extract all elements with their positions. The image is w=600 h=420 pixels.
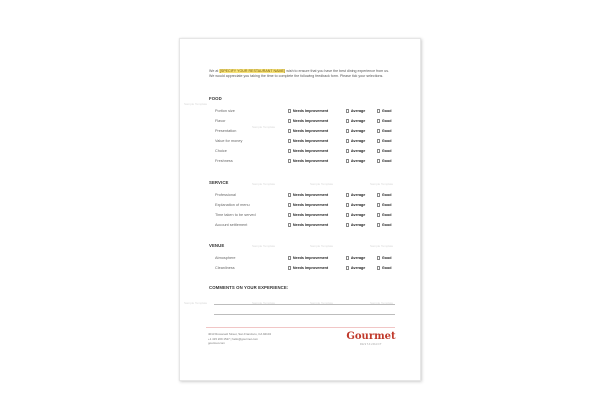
row-label: Presentation bbox=[215, 129, 237, 133]
checkbox[interactable] bbox=[346, 159, 349, 162]
option-good[interactable]: Good bbox=[377, 108, 392, 114]
checkbox[interactable] bbox=[346, 256, 349, 259]
checkbox[interactable] bbox=[288, 129, 291, 132]
option-needs-improvement[interactable]: Needs Improvement bbox=[288, 202, 328, 208]
option-average[interactable]: Average bbox=[346, 148, 365, 154]
checkbox[interactable] bbox=[288, 203, 291, 206]
section-title-food: FOOD bbox=[209, 96, 222, 101]
option-average[interactable]: Average bbox=[346, 158, 365, 164]
checkbox[interactable] bbox=[377, 129, 380, 132]
watermark: Sample Template bbox=[252, 125, 276, 129]
row-label: Value for money bbox=[215, 139, 243, 143]
option-good[interactable]: Good bbox=[377, 148, 392, 154]
checkbox[interactable] bbox=[377, 193, 380, 196]
option-needs-improvement[interactable]: Needs Improvement bbox=[288, 148, 328, 154]
checkbox[interactable] bbox=[377, 149, 380, 152]
option-needs-improvement[interactable]: Needs Improvement bbox=[288, 138, 328, 144]
watermark: Sample Template bbox=[184, 102, 208, 106]
row-label: Explanation of menu bbox=[215, 203, 250, 207]
checkbox[interactable] bbox=[377, 119, 380, 122]
row-label: Portion size bbox=[215, 109, 235, 113]
section-title-service: SERVICE bbox=[209, 180, 229, 185]
checkbox[interactable] bbox=[377, 139, 380, 142]
footer-address: 4013 Roosevelt Street, San Francisco, CA 94104 bbox=[208, 332, 271, 336]
comment-line[interactable] bbox=[214, 314, 395, 315]
option-needs-improvement[interactable]: Needs Improvement bbox=[288, 128, 328, 134]
rating-row-atmosphere bbox=[209, 255, 395, 261]
rating-row-choice bbox=[209, 148, 395, 154]
option-good[interactable]: Good bbox=[377, 158, 392, 164]
checkbox[interactable] bbox=[377, 159, 380, 162]
checkbox[interactable] bbox=[377, 203, 380, 206]
checkbox[interactable] bbox=[346, 109, 349, 112]
row-label: Choice bbox=[215, 149, 227, 153]
checkbox[interactable] bbox=[377, 223, 380, 226]
watermark: Sample Template bbox=[370, 244, 394, 248]
checkbox[interactable] bbox=[288, 159, 291, 162]
option-average[interactable]: Average bbox=[346, 118, 365, 124]
footer-website: gourmet.com bbox=[208, 341, 225, 346]
rating-row-explanation-of-menu bbox=[209, 202, 395, 208]
option-average[interactable]: Average bbox=[346, 265, 365, 271]
checkbox[interactable] bbox=[346, 119, 349, 122]
option-average[interactable]: Average bbox=[346, 128, 365, 134]
checkbox[interactable] bbox=[346, 213, 349, 216]
watermark: Sample Template bbox=[252, 301, 276, 305]
option-needs-improvement[interactable]: Needs Improvement bbox=[288, 118, 328, 124]
option-good[interactable]: Good bbox=[377, 118, 392, 124]
row-label: Cleanliness bbox=[215, 266, 235, 270]
row-label: Flavor bbox=[215, 119, 226, 123]
option-good[interactable]: Good bbox=[377, 265, 392, 271]
option-good[interactable]: Good bbox=[377, 255, 392, 261]
feedback-form-page bbox=[179, 38, 421, 381]
option-average[interactable]: Average bbox=[346, 212, 365, 218]
option-average[interactable]: Average bbox=[346, 202, 365, 208]
watermark: Sample Template bbox=[252, 182, 276, 186]
checkbox[interactable] bbox=[288, 119, 291, 122]
option-average[interactable]: Average bbox=[346, 138, 365, 144]
rating-row-account-settlement bbox=[209, 222, 395, 228]
intro-paragraph bbox=[209, 69, 395, 79]
checkbox[interactable] bbox=[346, 149, 349, 152]
checkbox[interactable] bbox=[377, 109, 380, 112]
watermark: Sample Template bbox=[370, 301, 394, 305]
footer-divider bbox=[206, 327, 395, 328]
checkbox[interactable] bbox=[288, 213, 291, 216]
checkbox[interactable] bbox=[288, 223, 291, 226]
checkbox[interactable] bbox=[377, 213, 380, 216]
option-average[interactable]: Average bbox=[346, 192, 365, 198]
comment-line[interactable] bbox=[214, 304, 395, 305]
rating-row-freshness bbox=[209, 158, 395, 164]
checkbox[interactable] bbox=[288, 266, 291, 269]
checkbox[interactable] bbox=[288, 193, 291, 196]
option-needs-improvement[interactable]: Needs Improvement bbox=[288, 255, 328, 261]
watermark: Sample Template bbox=[310, 244, 334, 248]
option-good[interactable]: Good bbox=[377, 128, 392, 134]
option-average[interactable]: Average bbox=[346, 255, 365, 261]
option-good[interactable]: Good bbox=[377, 138, 392, 144]
row-label: Professional bbox=[215, 193, 236, 197]
option-average[interactable]: Average bbox=[346, 222, 365, 228]
rating-row-value-for-money bbox=[209, 138, 395, 144]
checkbox[interactable] bbox=[288, 109, 291, 112]
watermark: Sample Template bbox=[252, 244, 276, 248]
checkbox[interactable] bbox=[288, 256, 291, 259]
option-needs-improvement[interactable]: Needs Improvement bbox=[288, 158, 328, 164]
watermark: Sample Template bbox=[184, 301, 208, 305]
checkbox[interactable] bbox=[346, 193, 349, 196]
row-label: Freshness bbox=[215, 159, 233, 163]
option-needs-improvement[interactable]: Needs Improvement bbox=[288, 192, 328, 198]
intro-text-after: wish to ensure that you have the best dining experience from us. We would appreciate you taking the time to complete the following feedback form. Please tick your selections. bbox=[209, 69, 390, 79]
row-label: Time taken to be served bbox=[215, 213, 256, 217]
restaurant-name-placeholder[interactable]: [SPECIFY YOUR RESTAURANT NAME] bbox=[219, 69, 285, 73]
watermark: Sample Template bbox=[310, 301, 334, 305]
footer-contact bbox=[208, 332, 271, 346]
checkbox[interactable] bbox=[346, 223, 349, 226]
checkbox[interactable] bbox=[377, 256, 380, 259]
option-needs-improvement[interactable]: Needs Improvement bbox=[288, 222, 328, 228]
section-title-comments: COMMENTS ON YOUR EXPERIENCE: bbox=[209, 285, 289, 290]
rating-row-flavor bbox=[209, 118, 395, 124]
checkbox[interactable] bbox=[346, 139, 349, 142]
brand-subtitle: RESTAURANT bbox=[359, 342, 383, 346]
intro-text-before: We at bbox=[209, 69, 220, 73]
watermark: Sample Template bbox=[370, 182, 394, 186]
rating-row-presentation bbox=[209, 128, 395, 134]
section-title-venue: VENUE bbox=[209, 243, 225, 248]
row-label: Account settlement bbox=[215, 223, 248, 227]
footer-phone-email: +1 415 209 1527 | hello@gourmet.com bbox=[208, 336, 259, 341]
option-needs-improvement[interactable]: Needs Improvement bbox=[288, 212, 328, 218]
rating-row-time-taken bbox=[209, 212, 395, 218]
checkbox[interactable] bbox=[346, 129, 349, 132]
option-good[interactable]: Good bbox=[377, 192, 392, 198]
checkbox[interactable] bbox=[346, 266, 349, 269]
checkbox[interactable] bbox=[288, 149, 291, 152]
row-label: Atmosphere bbox=[215, 256, 236, 260]
option-average[interactable]: Average bbox=[346, 108, 365, 114]
watermark: Sample Template bbox=[310, 182, 334, 186]
rating-row-portion-size bbox=[209, 108, 395, 114]
checkbox[interactable] bbox=[346, 203, 349, 206]
brand-logo bbox=[346, 332, 396, 346]
checkbox[interactable] bbox=[288, 139, 291, 142]
brand-name: Gourmet bbox=[346, 331, 396, 342]
option-good[interactable]: Good bbox=[377, 202, 392, 208]
checkbox[interactable] bbox=[377, 266, 380, 269]
rating-row-professional bbox=[209, 192, 395, 198]
rating-row-cleanliness bbox=[209, 265, 395, 271]
option-good[interactable]: Good bbox=[377, 222, 392, 228]
option-needs-improvement[interactable]: Needs Improvement bbox=[288, 265, 328, 271]
option-good[interactable]: Good bbox=[377, 212, 392, 218]
option-needs-improvement[interactable]: Needs Improvement bbox=[288, 108, 328, 114]
